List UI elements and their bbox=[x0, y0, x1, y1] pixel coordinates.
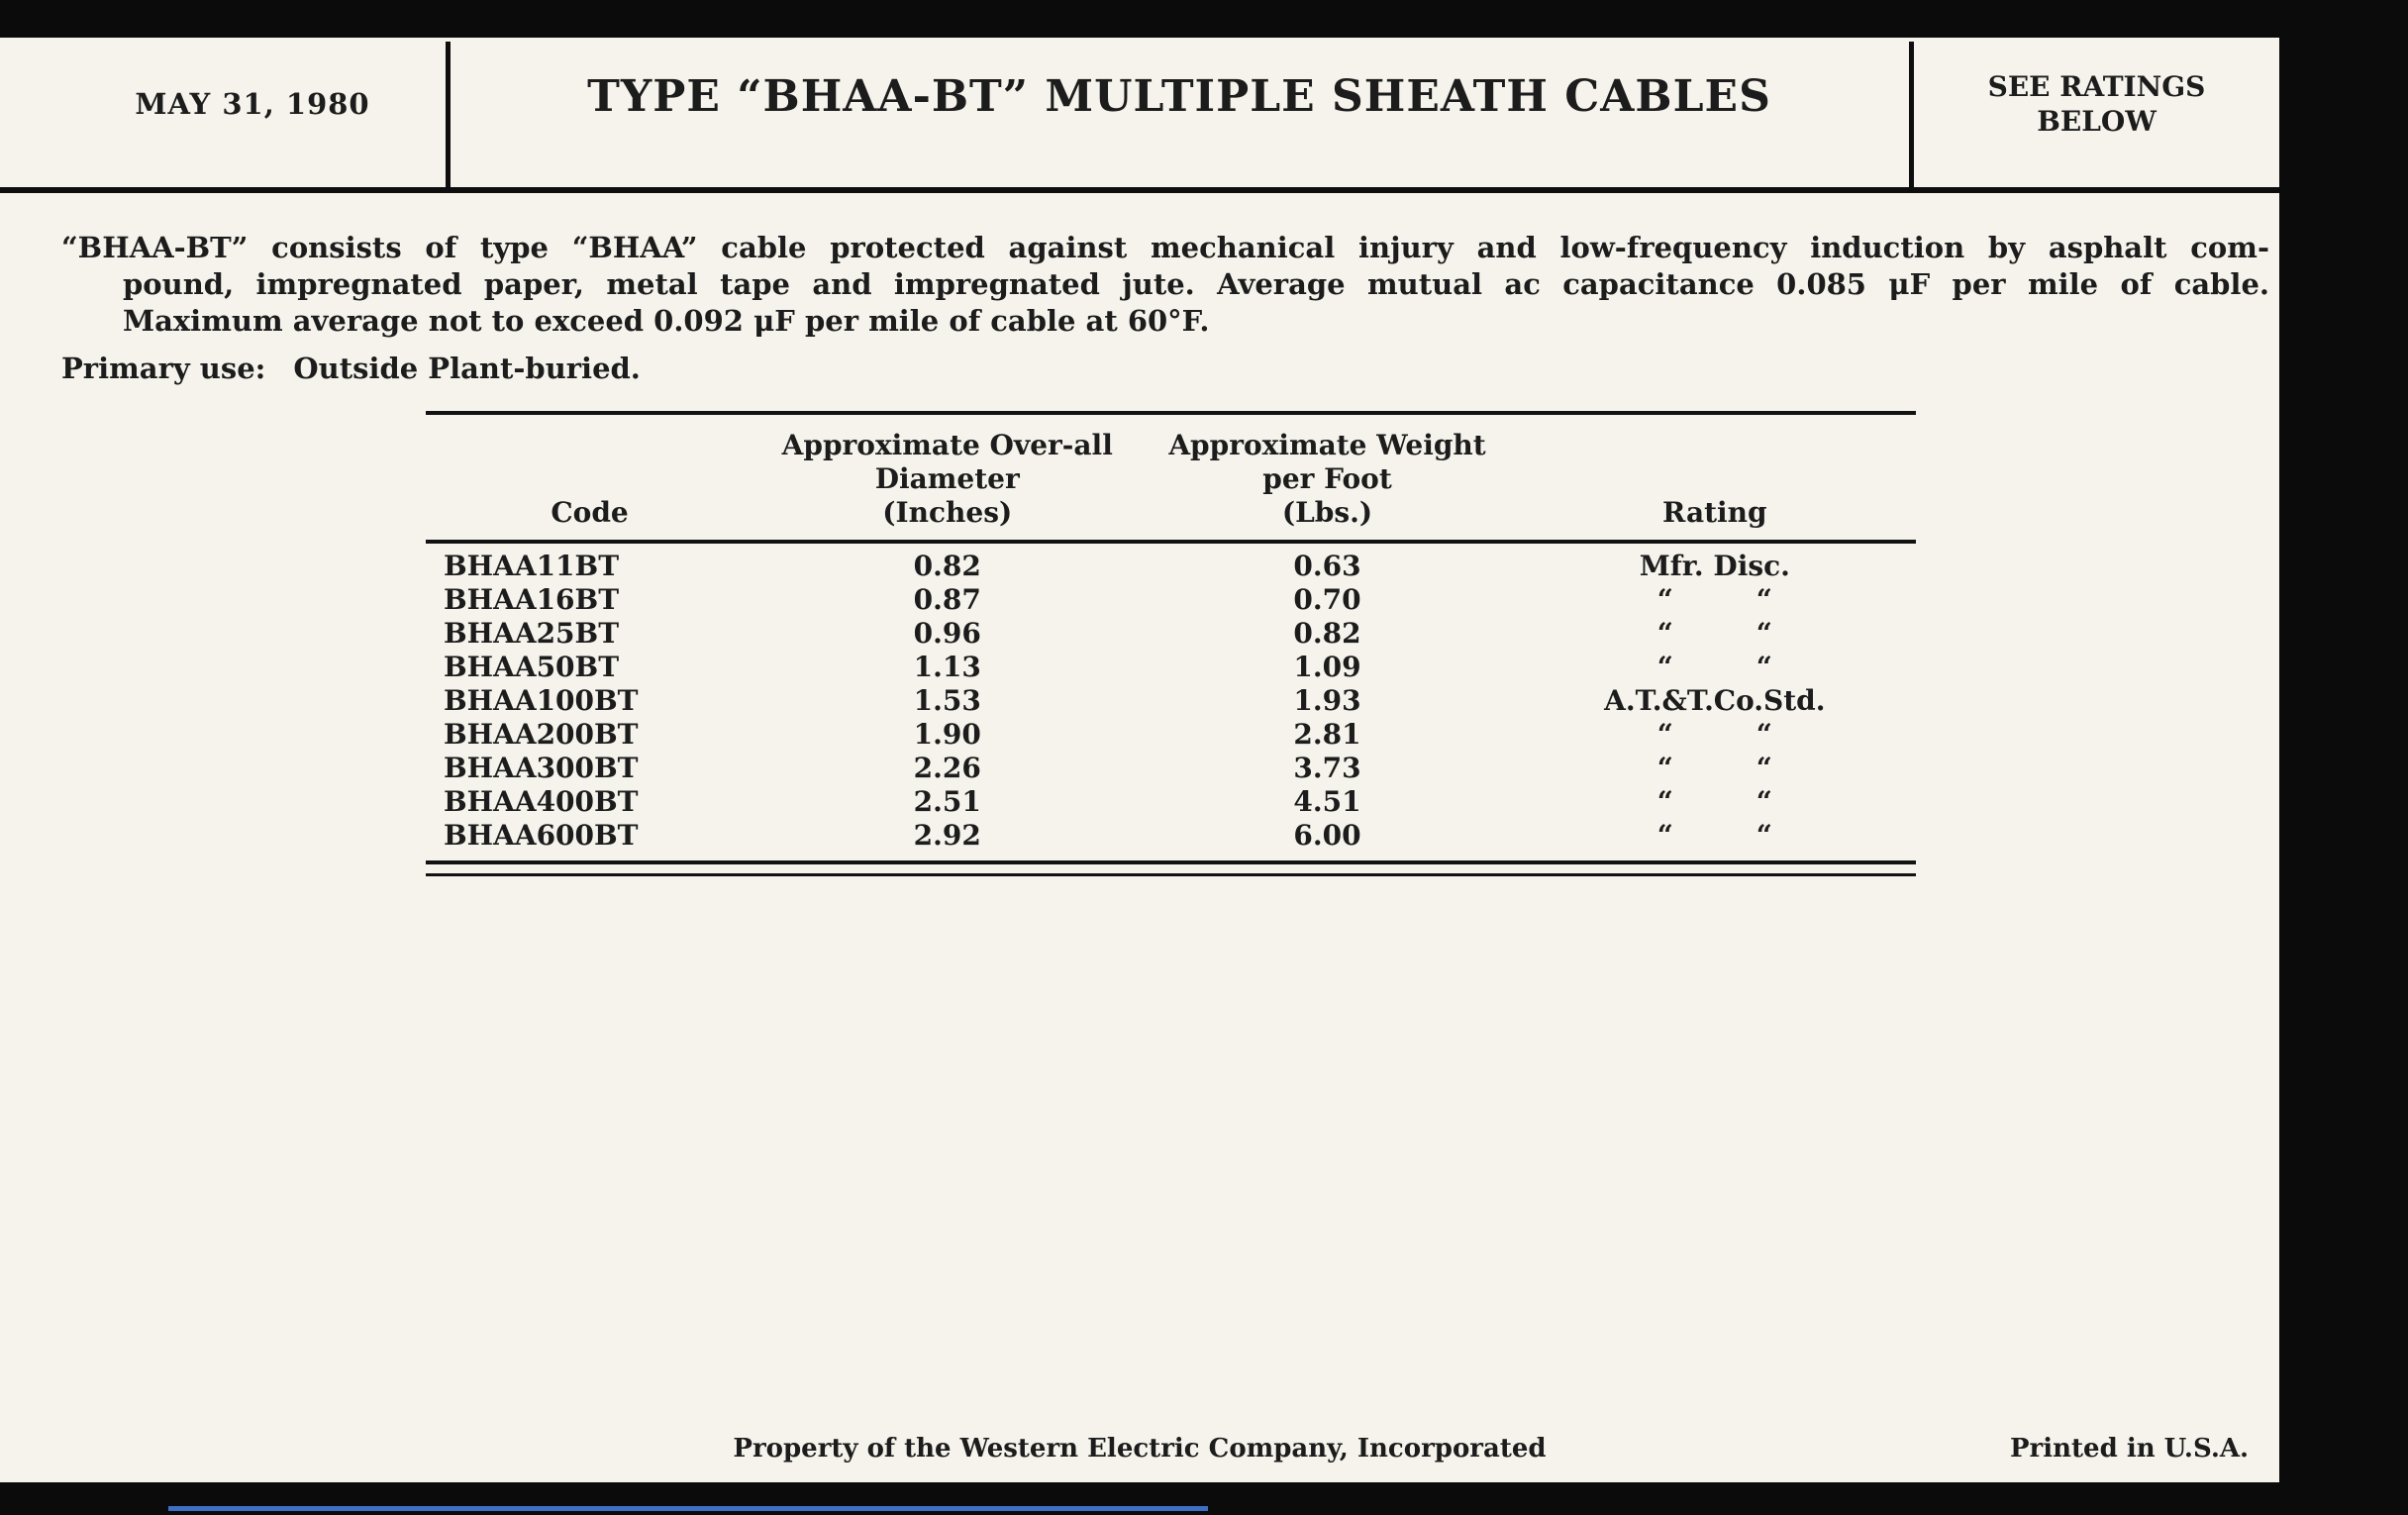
table-row bbox=[426, 718, 1916, 752]
column-header-weight-line2: per Foot bbox=[1262, 462, 1392, 495]
table-header-row bbox=[426, 415, 1916, 544]
ratings-note bbox=[1926, 69, 2267, 139]
cell-weight: 0.82 bbox=[1293, 617, 1361, 650]
scan-border-top bbox=[0, 0, 2408, 38]
column-header-weight-line1: Approximate Weight bbox=[1168, 429, 1486, 461]
document-title: TYPE “BHAA-BT” MULTIPLE SHEATH CABLES bbox=[587, 71, 1771, 122]
cell-rating: “ “ bbox=[1656, 785, 1772, 818]
column-header-code: Code bbox=[551, 496, 629, 529]
table-row bbox=[426, 550, 1916, 583]
cell-rating: Mfr. Disc. bbox=[1639, 550, 1790, 582]
cell-code: BHAA200BT bbox=[444, 718, 639, 751]
footer-printed-in: Printed in U.S.A. bbox=[2010, 1434, 2250, 1464]
cell-rating: “ “ bbox=[1656, 819, 1772, 852]
table-row bbox=[426, 819, 1916, 853]
cell-code: BHAA16BT bbox=[444, 583, 620, 616]
cell-diameter: 0.96 bbox=[913, 617, 981, 650]
cell-weight: 4.51 bbox=[1293, 785, 1361, 818]
cell-diameter: 1.90 bbox=[913, 718, 981, 751]
ratings-note-line1: SEE RATINGS bbox=[1987, 70, 2206, 103]
scan-border-right bbox=[2279, 0, 2408, 1515]
description-line-3: Maximum average not to exceed 0.092 μF per mile of cable at 60°F. bbox=[123, 304, 1210, 338]
column-header-weight bbox=[1141, 429, 1513, 530]
column-header-diameter-line1: Approximate Over-all bbox=[781, 429, 1113, 461]
primary-use-value: Outside Plant-buried. bbox=[293, 352, 641, 385]
cell-code: BHAA50BT bbox=[444, 651, 620, 683]
cell-code: BHAA11BT bbox=[444, 550, 620, 582]
cell-diameter: 0.87 bbox=[913, 583, 981, 616]
footer-property-notice: Property of the Western Electric Company, Incorporated bbox=[733, 1434, 1547, 1464]
cell-code: BHAA600BT bbox=[444, 819, 639, 852]
document-date: MAY 31, 1980 bbox=[135, 87, 370, 121]
cell-weight: 3.73 bbox=[1293, 752, 1361, 784]
table-row bbox=[426, 684, 1916, 718]
header-divider-left bbox=[446, 42, 451, 188]
cell-code: BHAA100BT bbox=[444, 684, 639, 717]
cell-weight: 6.00 bbox=[1293, 819, 1361, 852]
cell-weight: 2.81 bbox=[1293, 718, 1361, 751]
scan-artifact-blue-line bbox=[168, 1506, 1208, 1511]
column-header-diameter-line2: Diameter bbox=[874, 462, 1020, 495]
column-header-diameter-line3: (Inches) bbox=[882, 496, 1013, 529]
table-row bbox=[426, 583, 1916, 617]
table-row bbox=[426, 785, 1916, 819]
description-paragraph bbox=[61, 230, 2269, 340]
spec-table bbox=[426, 411, 1916, 876]
table-row bbox=[426, 752, 1916, 785]
table-row bbox=[426, 617, 1916, 651]
cell-code: BHAA300BT bbox=[444, 752, 639, 784]
cell-rating: “ “ bbox=[1656, 617, 1772, 650]
cell-diameter: 2.92 bbox=[913, 819, 981, 852]
cell-weight: 0.63 bbox=[1293, 550, 1361, 582]
cell-weight: 1.93 bbox=[1293, 684, 1361, 717]
cell-diameter: 1.53 bbox=[913, 684, 981, 717]
primary-use-label: Primary use: bbox=[61, 352, 266, 385]
cell-code: BHAA400BT bbox=[444, 785, 639, 818]
table-body bbox=[426, 544, 1916, 860]
cell-diameter: 2.51 bbox=[913, 785, 981, 818]
cell-rating: “ “ bbox=[1656, 718, 1772, 751]
description-line-1: “BHAA-BT” consists of type “BHAA” cable protected against mechanical injury and low-frequency induction by asphalt com- bbox=[61, 231, 2269, 264]
header-rule bbox=[0, 187, 2279, 193]
cell-diameter: 0.82 bbox=[913, 550, 981, 582]
cell-rating: A.T.&T.Co.Std. bbox=[1604, 684, 1826, 717]
cell-diameter: 1.13 bbox=[913, 651, 981, 683]
primary-use-line bbox=[61, 352, 2269, 385]
cell-weight: 1.09 bbox=[1293, 651, 1361, 683]
cell-code: BHAA25BT bbox=[444, 617, 620, 650]
table-row bbox=[426, 651, 1916, 684]
column-header-diameter bbox=[753, 429, 1141, 530]
ratings-note-line2: BELOW bbox=[2037, 105, 2157, 138]
cell-rating: “ “ bbox=[1656, 651, 1772, 683]
cell-rating: “ “ bbox=[1656, 752, 1772, 784]
cell-weight: 0.70 bbox=[1293, 583, 1361, 616]
table-bottom-rule bbox=[426, 860, 1916, 876]
column-header-weight-line3: (Lbs.) bbox=[1281, 496, 1373, 529]
cell-rating: “ “ bbox=[1656, 583, 1772, 616]
column-header-rating: Rating bbox=[1662, 496, 1767, 529]
description-line-2: pound, impregnated paper, metal tape and impregnated jute. Average mutual ac capacitance 0.085 μF per mile of cable. bbox=[123, 267, 2269, 301]
header-divider-right bbox=[1909, 42, 1914, 188]
cell-diameter: 2.26 bbox=[913, 752, 981, 784]
